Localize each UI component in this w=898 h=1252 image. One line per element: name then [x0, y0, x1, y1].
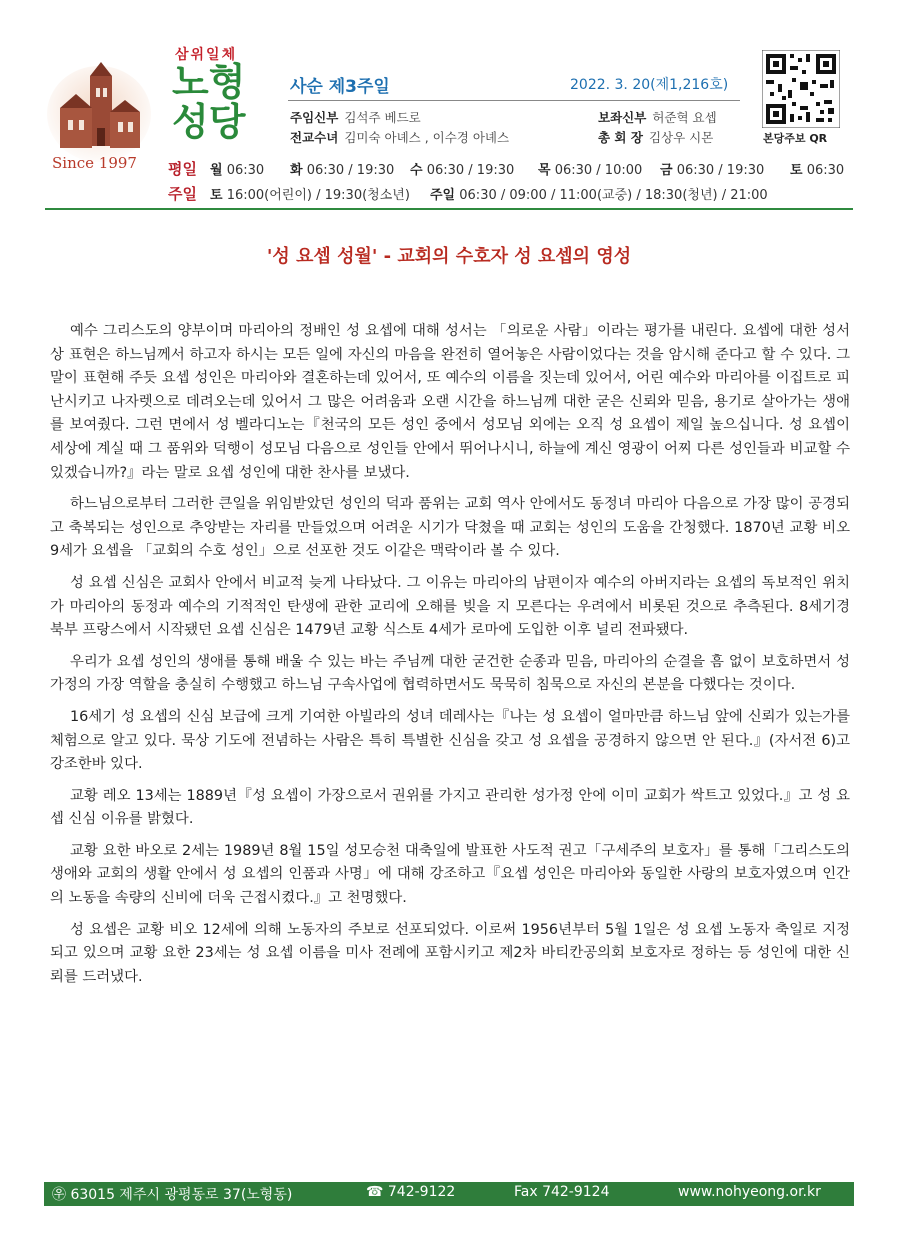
parish-name-line2: 성당	[172, 100, 246, 144]
day-times: 16:00(어린이) / 19:30(청소년)	[226, 188, 410, 203]
qr-caption: 본당주보 QR	[763, 132, 828, 145]
weekday-mass-label	[168, 158, 197, 179]
article-paragraph: 16세기 성 요셉의 신심 보급에 크게 기여한 아빌라의 성녀 데레사는『나는 성 요셉이 얼마만큼 하느님 앞에 신뢰가 있는가를 체험으로 알고 있다. 묵상 기도에 전념하는 사람은 특히 특별한 신심을 갖고 성 요셉을 공경하지 않으면 안 된다.』(자서전 6)고 강조한바 있다.	[50, 708, 850, 773]
footer-bar	[44, 1182, 854, 1206]
qr-code-image[interactable]	[762, 50, 840, 128]
day-times: 06:30 / 19:30	[306, 163, 395, 178]
since-label: Since 1997	[52, 154, 137, 172]
weekday-fri	[660, 159, 764, 178]
staff-value: 김석주 베드로	[344, 110, 421, 125]
day-label: 목	[538, 163, 551, 178]
day-label: 주일	[430, 188, 456, 203]
footer-address: ㉾ 63015 제주시 광평동로 37(노형동)	[52, 1187, 293, 1203]
staff-label: 주임신부	[290, 110, 339, 125]
article-paragraph: 성 요셉은 교황 비오 12세에 의해 노동자의 주보로 선포되었다. 이로써 1956년부터 5월 1일은 성 요셉 노동자 축일로 지정되고 있으며 교황 요한 23세는 성 요셉 이름을 미사 전례에 포함시키고 제2차 바티칸공의회 보호자로 정하는 등 성인에 대한 신뢰를 드러냈다.	[50, 921, 850, 985]
staff-pastor	[290, 108, 421, 126]
day-times: 06:30 / 19:30	[426, 163, 515, 178]
day-times: 06:30 / 10:00	[554, 163, 643, 178]
staff-assistant	[598, 108, 717, 126]
weekday-label: 평일	[168, 160, 197, 178]
footer-fax: Fax 742-9124	[514, 1184, 610, 1200]
header-bottom-rule	[45, 208, 853, 210]
weekday-sat	[790, 159, 844, 178]
day-times: 06:30	[226, 163, 265, 178]
parish-name-line1: 노형	[172, 60, 246, 104]
day-label: 토	[210, 188, 223, 203]
day-label: 수	[410, 163, 423, 178]
staff-label: 총 회 장	[598, 130, 643, 145]
article-paragraph: 교황 요한 바오로 2세는 1989년 8월 15일 성모승천 대축일에 발표한 사도적 권고「구세주의 보호자」를 통해「그리스도의 생애와 교회의 생활 안에서 성 요셉의 인품과 사명」에 대해 강조하고『요셉 성인은 마리아와 동일한 사랑의 보호자였으며 인간의 노동을 속량의 신비에 더욱 근접시켰다.』고 천명했다.	[50, 842, 850, 907]
issue-date: 2022. 3. 20(제1,216호)	[570, 77, 729, 93]
article-title: '성 요셉 성월' - 교회의 수호자 성 요셉의 영성	[266, 246, 632, 267]
article-paragraph: 우리가 요셉 성인의 생애를 통해 배울 수 있는 바는 주님께 대한 굳건한 순종과 믿음, 마리아의 순결을 흠 없이 보호하면서 성가정의 가장 역할을 충실히 수행했고 하느님 구속사업에 협력하면서도 묵묵히 침묵으로 자신의 본분을 다했다는 것이다.	[50, 653, 850, 694]
day-times: 06:30 / 19:30	[676, 163, 765, 178]
staff-label: 보좌신부	[598, 110, 647, 125]
weekday-wed	[410, 159, 514, 178]
sunday-label: 주일	[168, 185, 197, 203]
staff-label: 전교수녀	[290, 130, 339, 145]
sunday-mass-label	[168, 183, 197, 204]
day-label: 금	[660, 163, 673, 178]
article-body	[50, 320, 850, 997]
day-times: 06:30	[806, 163, 845, 178]
header-divider	[288, 100, 740, 101]
footer-website-link[interactable]: www.nohyeong.or.kr	[678, 1184, 821, 1200]
trinity-label: 삼위일체	[175, 47, 238, 63]
day-times: 06:30 / 09:00 / 11:00(교중) / 18:30(청년) / 21:00	[459, 188, 768, 203]
day-label: 화	[290, 163, 303, 178]
week-title: 사순 제3주일	[290, 77, 390, 97]
staff-value: 김미숙 아녜스 , 이수경 아녜스	[344, 130, 510, 145]
weekday-mon	[210, 159, 264, 178]
staff-sisters	[290, 128, 509, 146]
staff-value: 허준혁 요셉	[652, 110, 717, 125]
weekday-tue	[290, 159, 394, 178]
article-paragraph: 하느님으로부터 그러한 큰일을 위임받았던 성인의 덕과 품위는 교회 역사 안에서도 동정녀 마리아 다음으로 가장 많이 공경되고 축복되는 성인으로 추앙받는 자리를 만들었으며 어려운 시기가 닥쳤을 때 교회는 성인의 도움을 간청했다. 1870년 교황 비오 9세가 요셉을 「교회의 수호 성인」으로 선포한 것도 이같은 맥락이라 볼 수 있다.	[50, 496, 850, 560]
staff-president	[598, 128, 713, 146]
sunday-times	[430, 184, 768, 203]
day-label: 토	[790, 163, 803, 178]
saturday-vigil	[210, 184, 410, 203]
weekday-thu	[538, 159, 642, 178]
article-paragraph: 교황 레오 13세는 1889년『성 요셉이 가장으로서 권위를 가지고 관리한 성가정 안에 이미 교회가 싹트고 있었다.』고 성 요셉 신심 이유를 밝혔다.	[50, 787, 850, 828]
article-paragraph: 예수 그리스도의 양부이며 마리아의 정배인 성 요셉에 대해 성서는 「의로운 사람」이라는 평가를 내린다. 요셉에 대한 성서상 표현은 하느님께서 하고자 하시는 모든 일에 자신의 마음을 완전히 열어놓은 사람이었다는 것을 암시해 준다고 할 수 있다. 그 말이 표현해 주듯 요셉 성인은 마리아와 결혼하는데 있어서, 또 예수의 이름을 짓는데 있어서, 어린 예수와 마리아를 이집트로 피난시키고 나자렛으로 데려오는데 있어서 그 많은 어려움과 오랜 시간을 하느님께 대한 굳은 신뢰와 믿음, 용기로 살아가는 생애를 보여줬다. 그런 면에서 성 벨라디노는『천국의 모든 성인 중에서 성모님 외에는 오직 성 요셉이 제일 높으십니다. 성 요셉이 세상에 계실 때 그 품위와 덕행이 성모님 다음으로 성인들 안에서 뛰어나시니, 하늘에 계신 영광이 어찌 다른 성인들과 비교할 수 있겠습니까?』라는 말로 요셉 성인에 대한 찬사를 보냈다.	[50, 323, 850, 481]
church-logo-image	[46, 62, 152, 162]
day-label: 월	[210, 163, 223, 178]
article-paragraph: 성 요셉 신심은 교회사 안에서 비교적 늦게 나타났다. 그 이유는 마리아의 남편이자 예수의 아버지라는 요셉의 독보적인 위치가 마리아의 동정과 예수의 기적적인 탄생에 관한 교리에 오해를 빚을 지 모른다는 우려에서 비롯된 것으로 추측된다. 8세기경 북부 프랑스에서 시작됐던 요셉 신심은 1479년 교황 식스토 4세가 로마에 도입한 이후 널리 전파됐다.	[50, 574, 850, 639]
staff-value: 김상우 시몬	[648, 130, 714, 145]
footer-phone: ☎ 742-9122	[366, 1184, 456, 1200]
